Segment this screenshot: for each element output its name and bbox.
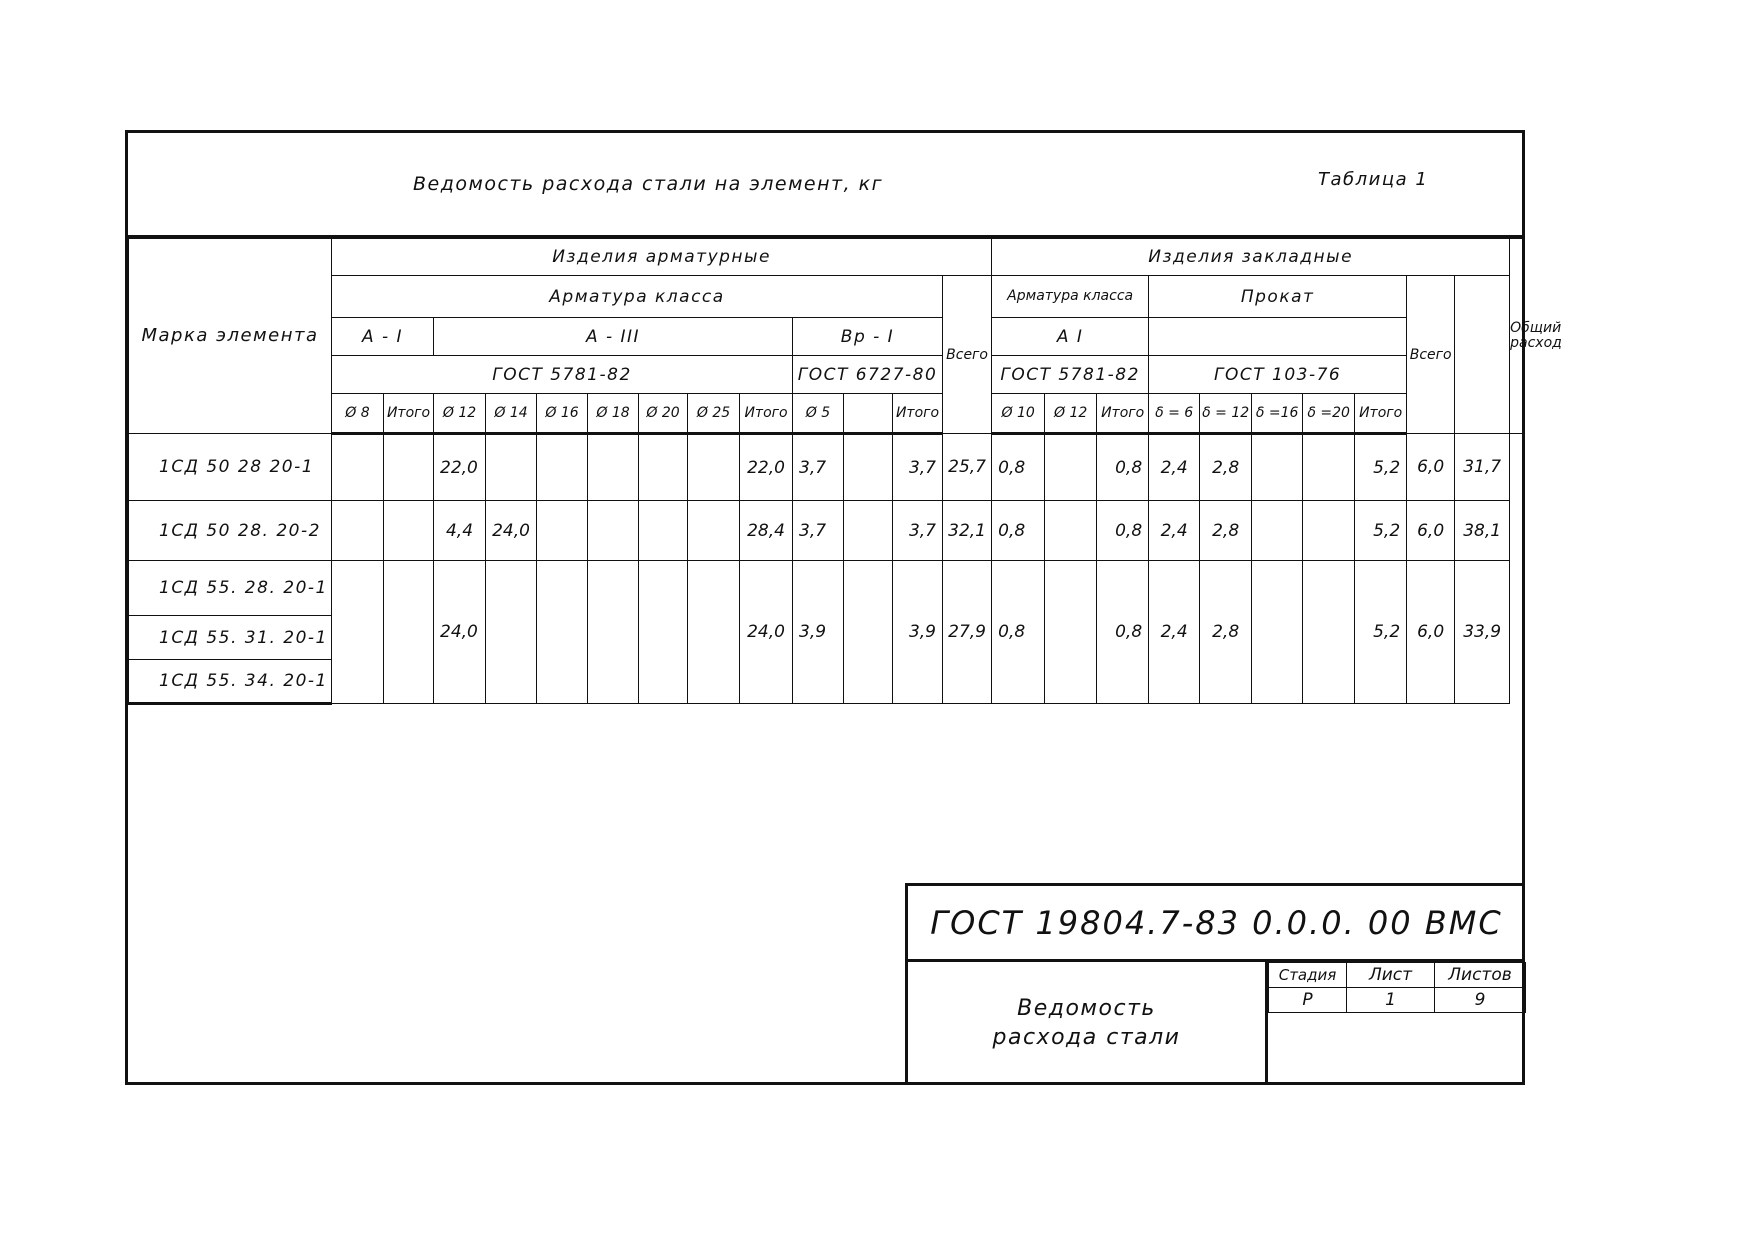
- cell: 3,7: [793, 434, 844, 501]
- overall-header: Общий расход: [1510, 239, 1523, 434]
- title-row: [128, 133, 1522, 238]
- document-code: ГОСТ 19804.7-83 0.0.0. 00 ВМС: [908, 886, 1525, 962]
- class-a3-header: А - III: [434, 318, 793, 356]
- cell: 24,0: [740, 561, 793, 704]
- col-d18: Ø 18: [588, 394, 639, 434]
- gost6727-header: ГОСТ 6727-80: [793, 356, 943, 394]
- cell: 5,2: [1355, 434, 1407, 501]
- cell: 32,1: [943, 501, 992, 561]
- col-t6: δ = 6: [1149, 394, 1200, 434]
- cell: [844, 561, 893, 704]
- cell: 2,4: [1149, 561, 1200, 704]
- col-itogo-rolled: Итого: [1355, 394, 1407, 434]
- rebar-class-embedded-header: Арматура класса: [992, 276, 1149, 318]
- cell: 24,0: [486, 501, 537, 561]
- cell: 33,9: [1455, 561, 1510, 704]
- sheet-info: [1268, 962, 1526, 1013]
- col-d10: Ø 10: [992, 394, 1045, 434]
- gost5781-header: ГОСТ 5781-82: [332, 356, 793, 394]
- embedded-items-header: Изделия закладные: [992, 239, 1510, 276]
- title-block-empty-cell: [1268, 1014, 1525, 1085]
- cell: 25,7: [943, 434, 992, 501]
- reinforcement-items-header: Изделия арматурные: [332, 239, 992, 276]
- cell: 6,0: [1407, 501, 1455, 561]
- cell: 28,4: [740, 501, 793, 561]
- cell: [1045, 561, 1097, 704]
- col-t12: δ = 12: [1200, 394, 1252, 434]
- col-d16: Ø 16: [537, 394, 588, 434]
- cell: [1045, 434, 1097, 501]
- table-row: [129, 434, 1523, 501]
- class-vp1-header: Вр - I: [793, 318, 943, 356]
- document-name-line1: Ведомость: [1017, 995, 1156, 1021]
- cell: [486, 561, 537, 704]
- cell: 2,4: [1149, 501, 1200, 561]
- cell: 24,0: [434, 561, 486, 704]
- cell: [688, 501, 740, 561]
- cell: [332, 561, 384, 704]
- cell: 3,9: [893, 561, 943, 704]
- col-d8: Ø 8: [332, 394, 384, 434]
- table-number: Таблица 1: [1318, 169, 1429, 190]
- col-d5: Ø 5: [793, 394, 844, 434]
- cell: 0,8: [1097, 434, 1149, 501]
- cell: 2,8: [1200, 561, 1252, 704]
- col-itogo-a3: Итого: [740, 394, 793, 434]
- cell: 2,8: [1200, 434, 1252, 501]
- cell: 2,4: [1149, 434, 1200, 501]
- cell: 0,8: [992, 501, 1045, 561]
- col-blank: [844, 394, 893, 434]
- document-name: [908, 962, 1268, 1085]
- cell: 22,0: [740, 434, 793, 501]
- cell: [1252, 434, 1303, 501]
- sheet-value: 1: [1347, 988, 1435, 1013]
- col-itogo-vp1: Итого: [893, 394, 943, 434]
- row-mark: 1СД 50 28. 20-2: [129, 501, 332, 561]
- cell: [537, 561, 588, 704]
- row-mark: 1СД 55. 34. 20-1: [129, 660, 332, 704]
- cell: [1045, 501, 1097, 561]
- cell: 27,9: [943, 561, 992, 704]
- col-d14: Ø 14: [486, 394, 537, 434]
- table-row: [129, 501, 1523, 561]
- col-d12-embedded: Ø 12: [1045, 394, 1097, 434]
- cell: 0,8: [1097, 561, 1149, 704]
- cell: 31,7: [1455, 434, 1510, 501]
- cell: 3,9: [793, 561, 844, 704]
- cell: 0,8: [992, 561, 1045, 704]
- steel-consumption-table: [128, 238, 1562, 705]
- cell: [384, 501, 434, 561]
- col-t20: δ =20: [1303, 394, 1355, 434]
- cell: [537, 434, 588, 501]
- total-embedded-header: Всего: [1407, 276, 1455, 434]
- cell: [384, 561, 434, 704]
- cell: [1252, 561, 1303, 704]
- title-block: [905, 883, 1525, 1085]
- sheet-label: Лист: [1347, 963, 1435, 988]
- col-itogo-a1: Итого: [384, 394, 434, 434]
- rebar-class-header: Арматура класса: [332, 276, 943, 318]
- cell: 4,4: [434, 501, 486, 561]
- cell: [384, 434, 434, 501]
- cell: [844, 501, 893, 561]
- rolled-class-empty: [1149, 318, 1407, 356]
- row-mark: 1СД 50 28 20-1: [129, 434, 332, 501]
- class-a1-embedded-header: А I: [992, 318, 1149, 356]
- mark-header: Марка элемента: [129, 239, 332, 434]
- cell: [639, 434, 688, 501]
- cell: 6,0: [1407, 434, 1455, 501]
- table-row: [129, 561, 1523, 616]
- document-name-line2: расхода стали: [992, 1024, 1181, 1050]
- cell: [588, 561, 639, 704]
- stage-label: Стадия: [1269, 963, 1347, 988]
- col-d25: Ø 25: [688, 394, 740, 434]
- sheets-value: 9: [1435, 988, 1526, 1013]
- cell: 6,0: [1407, 561, 1455, 704]
- cell: 22,0: [434, 434, 486, 501]
- cell: 3,7: [793, 501, 844, 561]
- cell: [1303, 561, 1355, 704]
- col-t16: δ =16: [1252, 394, 1303, 434]
- col-d12: Ø 12: [434, 394, 486, 434]
- cell: [639, 501, 688, 561]
- cell: [1303, 434, 1355, 501]
- cell: 5,2: [1355, 561, 1407, 704]
- drawing-sheet: [125, 130, 1562, 1085]
- cell: [688, 561, 740, 704]
- cell: [486, 434, 537, 501]
- cell: [588, 501, 639, 561]
- row-mark: 1СД 55. 31. 20-1: [129, 616, 332, 660]
- sheets-label: Листов: [1435, 963, 1526, 988]
- cell: [1252, 501, 1303, 561]
- cell: 3,7: [893, 501, 943, 561]
- cell: 5,2: [1355, 501, 1407, 561]
- col-itogo-embedded: Итого: [1097, 394, 1149, 434]
- total-header: Всего: [943, 276, 992, 434]
- table-title: Ведомость расхода стали на элемент, кг: [413, 173, 884, 195]
- cell: [639, 561, 688, 704]
- cell: 0,8: [992, 434, 1045, 501]
- cell: 2,8: [1200, 501, 1252, 561]
- cell: [332, 501, 384, 561]
- row-mark: 1СД 55. 28. 20-1: [129, 561, 332, 616]
- cell: [688, 434, 740, 501]
- cell: 3,7: [893, 434, 943, 501]
- col-d20: Ø 20: [639, 394, 688, 434]
- cell: 0,8: [1097, 501, 1149, 561]
- cell: [844, 434, 893, 501]
- cell: 38,1: [1455, 501, 1510, 561]
- gost103-header: ГОСТ 103-76: [1149, 356, 1407, 394]
- stage-value: Р: [1269, 988, 1347, 1013]
- cell: [588, 434, 639, 501]
- cell: [537, 501, 588, 561]
- class-a1-header: А - I: [332, 318, 434, 356]
- cell: [332, 434, 384, 501]
- cell: [1303, 501, 1355, 561]
- gost5781-embedded-header: ГОСТ 5781-82: [992, 356, 1149, 394]
- rolled-header: Прокат: [1149, 276, 1407, 318]
